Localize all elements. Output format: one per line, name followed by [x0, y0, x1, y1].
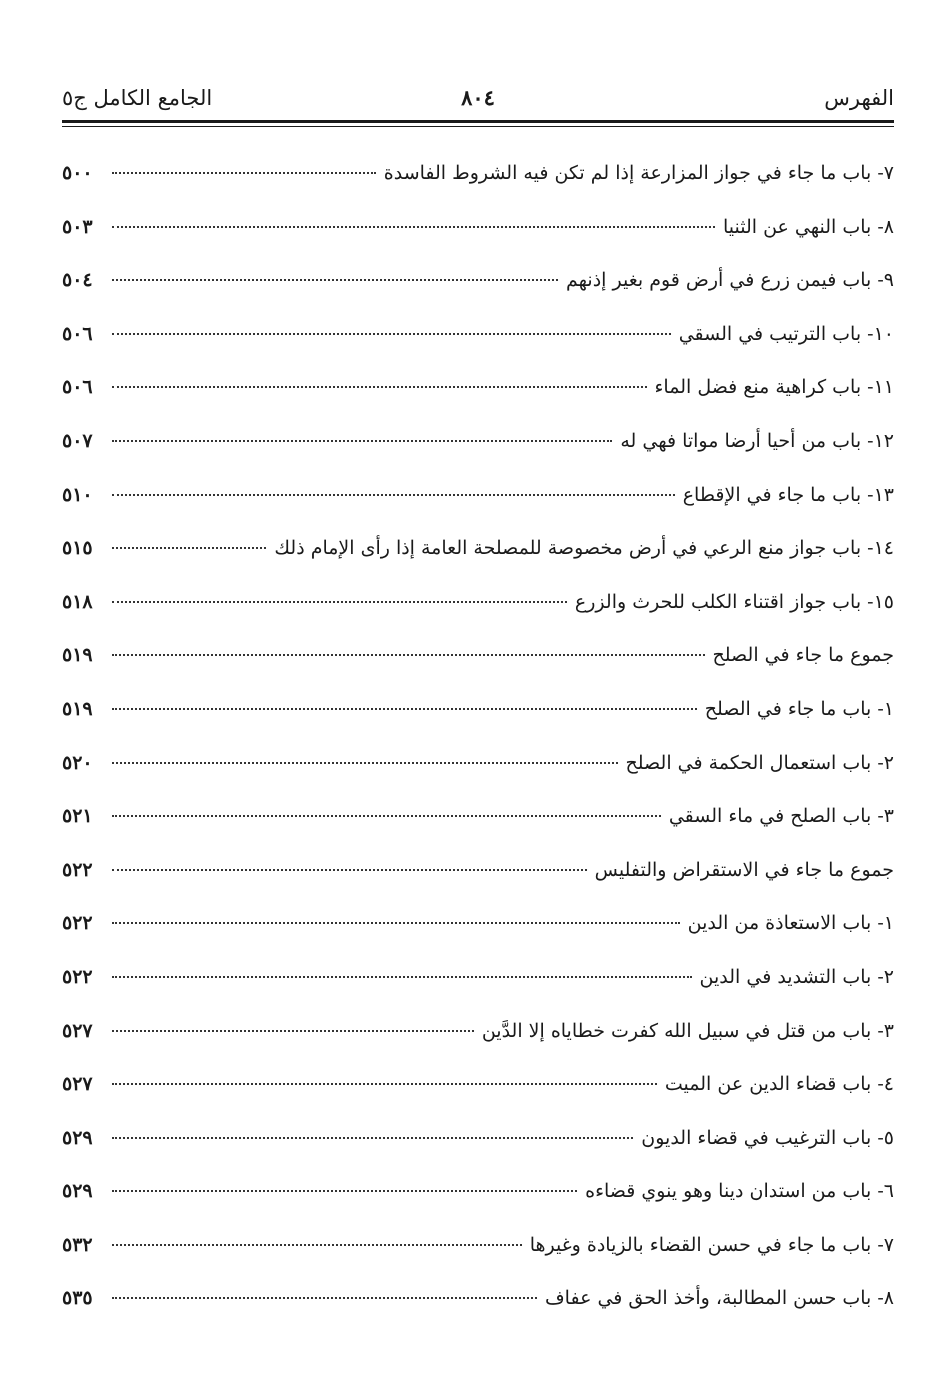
toc-entry: [62, 1272, 894, 1326]
toc-entry-page: ٥٠٤: [62, 269, 93, 292]
toc-entry-title: جموع ما جاء في الصلح: [712, 644, 894, 667]
toc-entry-page: ٥١٠: [62, 483, 93, 506]
dot-leader: [112, 440, 612, 442]
dot-leader: [112, 869, 587, 871]
toc-entry-page: ٥٢٧: [62, 1073, 93, 1096]
toc-entry: [62, 254, 894, 308]
toc-entry-page: ٥٢١: [62, 805, 93, 828]
dot-leader: [112, 922, 680, 924]
toc-entry-title: ١- باب الاستعاذة من الدين: [687, 912, 894, 935]
dot-leader: [112, 494, 675, 496]
toc-entry-page: ٥١٨: [62, 590, 93, 613]
toc-section-heading: [62, 629, 894, 683]
toc-entry-page: ٥٠٦: [62, 376, 93, 399]
toc-entry: [62, 1219, 894, 1273]
toc-entry-title: ١٥- باب جواز اقتناء الكلب للحرث والزرع: [574, 590, 894, 613]
dot-leader: [112, 333, 671, 335]
header-rule-thin: [62, 126, 894, 127]
dot-leader: [112, 654, 705, 656]
toc-entry-page: ٥٠٧: [62, 429, 93, 452]
toc-section-heading: [62, 844, 894, 898]
dot-leader: [112, 547, 266, 549]
toc-entry-page: ٥٢٩: [62, 1126, 93, 1149]
dot-leader: [112, 601, 567, 603]
toc-entry-page: ٥٢٧: [62, 1019, 93, 1042]
toc-entry-title: ١- باب ما جاء في الصلح: [704, 697, 894, 720]
toc-entry: [62, 1005, 894, 1059]
toc-entry-title: ٧- باب ما جاء في جواز المزارعة إذا لم تكن فيه الشروط الفاسدة: [383, 162, 894, 184]
toc-entry-title: ٩- باب فيمن زرع في أرض قوم بغير إذنهم: [566, 269, 894, 292]
dot-leader: [112, 279, 558, 281]
page-number: ٨٠٤: [461, 85, 495, 110]
toc-entry-page: ٥٠٦: [62, 322, 93, 345]
toc-entry-page: ٥٠٠: [62, 162, 93, 184]
toc-entry-title: ١٤- باب جواز منع الرعي في أرض مخصوصة للمصلحة العامة إذا رأى الإمام ذلك: [274, 537, 894, 560]
toc-entry: [62, 897, 894, 951]
toc-entry: [62, 790, 894, 844]
toc-entry-title: ٢- باب استعمال الحكمة في الصلح: [625, 751, 894, 774]
toc-entry: [62, 576, 894, 630]
toc-entry: [62, 469, 894, 523]
toc-entry-page: ٥١٩: [62, 644, 93, 667]
toc-entry-page: ٥٣٥: [62, 1287, 93, 1310]
toc-entry-page: ٥٢٢: [62, 858, 93, 881]
toc-entry-title: ١٠- باب الترتيب في السقي: [678, 322, 894, 345]
header-rule-thick: [62, 120, 894, 123]
dot-leader: [112, 1244, 522, 1246]
toc-entry-title: ٧- باب ما جاء في حسن القضاء بالزيادة وغيرها: [529, 1233, 894, 1256]
toc-entry-page: ٥٢٠: [62, 751, 93, 774]
toc-entry-page: ٥٢٢: [62, 912, 93, 935]
dot-leader: [112, 1190, 577, 1192]
dot-leader: [112, 708, 697, 710]
toc-entry: [62, 737, 894, 791]
toc-entry-page: ٥٢٢: [62, 965, 93, 988]
dot-leader: [112, 762, 618, 764]
page-header: [62, 78, 894, 118]
toc-entry-title: ١١- باب كراهية منع فضل الماء: [654, 376, 894, 399]
book-title: الجامع الكامل ج٥: [62, 86, 213, 110]
section-title: الفهرس: [824, 86, 894, 110]
toc-entry-title: ٤- باب قضاء الدين عن الميت: [664, 1073, 894, 1096]
toc-entry: [62, 1058, 894, 1112]
toc-entry-title: ٣- باب من قتل في سبيل الله كفرت خطاياه إلا الدَّين: [481, 1019, 894, 1042]
toc-entry-title: ٣- باب الصلح في ماء السقي: [668, 805, 894, 828]
dot-leader: [112, 386, 647, 388]
toc-entry-title: ٥- باب الترغيب في قضاء الديون: [641, 1126, 894, 1149]
dot-leader: [112, 1137, 633, 1139]
toc-entry: [62, 201, 894, 255]
toc-entry-title: ١٢- باب من أحيا أرضا مواتا فهي له: [620, 429, 894, 452]
dot-leader: [112, 226, 715, 228]
table-of-contents: [62, 147, 894, 1326]
toc-entry: [62, 361, 894, 415]
toc-entry-title: ٦- باب من استدان دينا وهو ينوي قضاءه: [585, 1180, 894, 1203]
toc-entry: [62, 415, 894, 469]
dot-leader: [112, 172, 376, 174]
toc-entry-title: ٨- باب حسن المطالبة، وأخذ الحق في عفاف: [544, 1287, 894, 1310]
toc-entry-title: ١٣- باب ما جاء في الإقطاع: [682, 483, 894, 506]
toc-entry-title: ٢- باب التشديد في الدين: [699, 965, 894, 988]
toc-entry: [62, 1165, 894, 1219]
toc-entry-page: ٥٢٩: [62, 1180, 93, 1203]
dot-leader: [112, 976, 692, 978]
toc-entry: [62, 1112, 894, 1166]
toc-entry-title: جموع ما جاء في الاستقراض والتفليس: [594, 858, 894, 881]
toc-entry-page: ٥٠٣: [62, 215, 93, 238]
toc-entry-page: ٥١٩: [62, 697, 93, 720]
dot-leader: [112, 1083, 657, 1085]
toc-entry: [62, 522, 894, 576]
toc-entry: [62, 147, 894, 201]
toc-entry-page: ٥١٥: [62, 537, 93, 560]
toc-entry-page: ٥٣٢: [62, 1233, 93, 1256]
toc-entry: [62, 951, 894, 1005]
dot-leader: [112, 1030, 474, 1032]
toc-entry: [62, 308, 894, 362]
dot-leader: [112, 815, 661, 817]
dot-leader: [112, 1297, 537, 1299]
toc-entry: [62, 683, 894, 737]
toc-entry-title: ٨- باب النهي عن الثنيا: [722, 215, 894, 238]
